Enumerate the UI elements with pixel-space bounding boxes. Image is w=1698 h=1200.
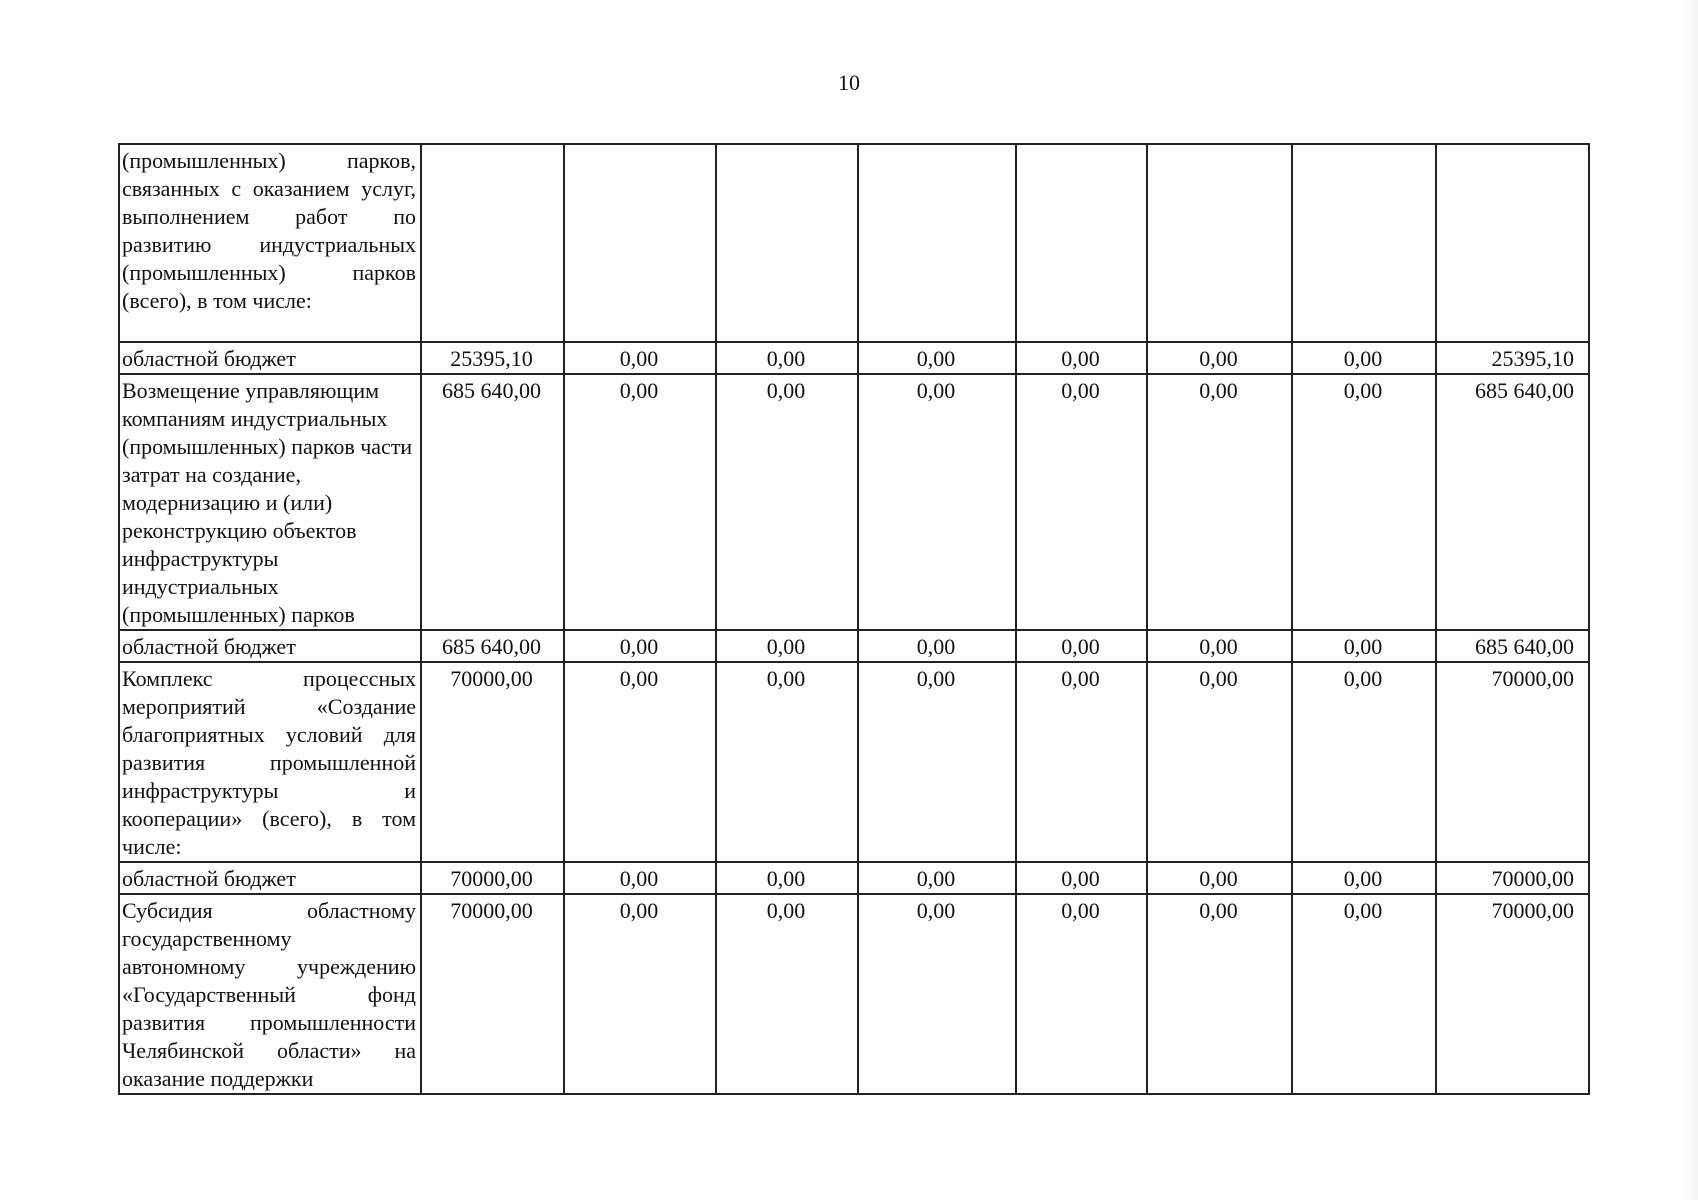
value-cell: 25395,10 [421,342,564,374]
value-cell: 0,00 [1016,662,1147,862]
value-cell: 70000,00 [421,894,564,1094]
value-cell: 0,00 [564,862,716,894]
value-cell [1016,144,1147,342]
table-row [119,894,1589,1094]
table-row [119,630,1589,662]
row-description: областной бюджет [119,630,421,662]
value-cell: 0,00 [716,374,858,630]
row-description: Субсидия областному государственному автономному учреждению «Государственный фонд развития промышленности Челябинской области» на оказание поддержки [119,894,421,1094]
total-cell: 70000,00 [1436,862,1589,894]
value-cell: 685 640,00 [421,630,564,662]
value-cell [716,144,858,342]
value-cell: 0,00 [1292,374,1436,630]
value-cell: 0,00 [1016,894,1147,1094]
value-cell: 0,00 [564,894,716,1094]
value-cell: 70000,00 [421,862,564,894]
total-cell: 70000,00 [1436,894,1589,1094]
value-cell: 0,00 [716,630,858,662]
total-cell [1436,144,1589,342]
table-row [119,662,1589,862]
value-cell: 0,00 [858,862,1016,894]
value-cell: 0,00 [716,342,858,374]
value-cell [564,144,716,342]
value-cell: 0,00 [1292,662,1436,862]
table-row [119,144,1589,342]
value-cell: 0,00 [1147,662,1292,862]
value-cell [858,144,1016,342]
total-cell: 25395,10 [1436,342,1589,374]
value-cell: 0,00 [858,630,1016,662]
value-cell [421,144,564,342]
value-cell: 0,00 [564,662,716,862]
value-cell: 0,00 [716,662,858,862]
value-cell: 0,00 [1292,630,1436,662]
value-cell: 0,00 [858,374,1016,630]
value-cell: 0,00 [1147,862,1292,894]
value-cell: 0,00 [858,342,1016,374]
value-cell: 0,00 [858,894,1016,1094]
total-cell: 685 640,00 [1436,374,1589,630]
value-cell: 0,00 [564,630,716,662]
value-cell: 0,00 [564,374,716,630]
value-cell [1292,144,1436,342]
total-cell: 685 640,00 [1436,630,1589,662]
value-cell [1147,144,1292,342]
row-description: Возмещение управляющим компаниям индустриальных (промышленных) парков части затрат на создание, модернизацию и (или) реконструкцию объектов инфраструктуры индустриальных (промышленных) парков [119,374,421,630]
row-description: областной бюджет [119,862,421,894]
row-description: областной бюджет [119,342,421,374]
value-cell: 70000,00 [421,662,564,862]
table-row [119,342,1589,374]
page-number: 10 [838,70,860,95]
value-cell: 0,00 [1292,894,1436,1094]
table-row [119,374,1589,630]
value-cell: 0,00 [1292,342,1436,374]
value-cell: 0,00 [858,662,1016,862]
budget-table [118,143,1590,1095]
value-cell: 0,00 [1292,862,1436,894]
value-cell: 0,00 [1147,374,1292,630]
value-cell: 0,00 [1147,342,1292,374]
total-cell: 70000,00 [1436,662,1589,862]
scan-edge [1684,0,1698,1200]
value-cell: 0,00 [1147,894,1292,1094]
value-cell: 0,00 [716,862,858,894]
value-cell: 0,00 [1016,862,1147,894]
value-cell: 0,00 [564,342,716,374]
value-cell: 0,00 [1016,374,1147,630]
table-row [119,862,1589,894]
value-cell: 0,00 [716,894,858,1094]
value-cell: 0,00 [1147,630,1292,662]
value-cell: 0,00 [1016,630,1147,662]
row-description: (промышленных) парков, связанных с оказанием услуг, выполнением работ по развитию индустриальных (промышленных) парков (всего), в том числе: [119,144,421,342]
value-cell: 685 640,00 [421,374,564,630]
value-cell: 0,00 [1016,342,1147,374]
row-description: Комплекс процессных мероприятий «Создание благоприятных условий для развития промышленной инфраструктуры и кооперации» (всего), в том числе: [119,662,421,862]
